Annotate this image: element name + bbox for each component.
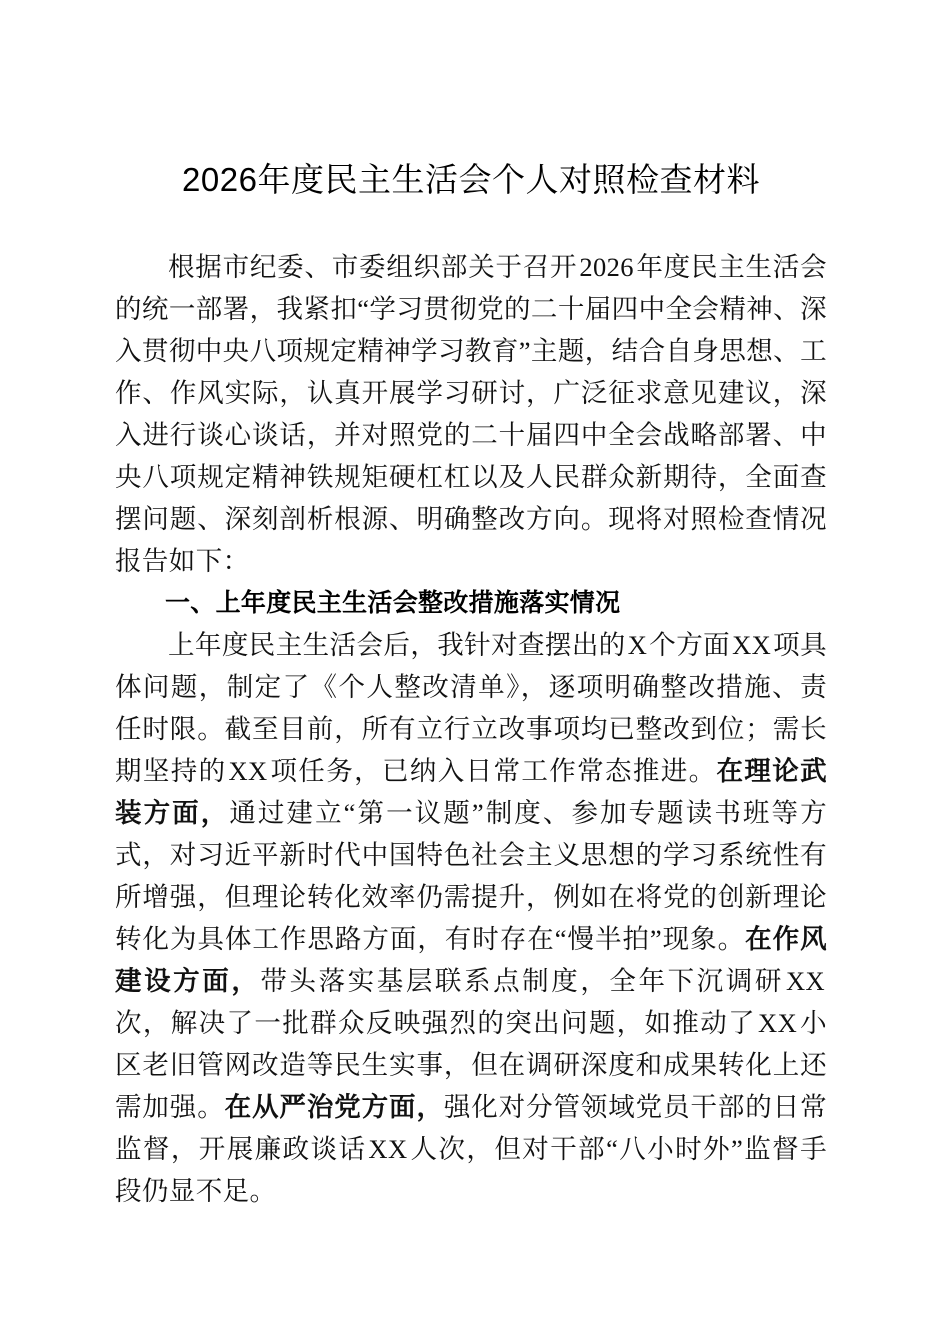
paragraph-section-one-body bbox=[115, 624, 827, 1212]
section-one-count-xx2: XX bbox=[228, 756, 268, 786]
intro-text-part1: 根据市纪委、市委组织部关于召开 bbox=[168, 252, 578, 282]
document-content bbox=[115, 0, 827, 1212]
paragraph-intro bbox=[115, 246, 827, 582]
section-one-seg10: 人次，但对干部“八小时外”监督手段仍显不足。 bbox=[115, 1134, 827, 1206]
section-one-seg4: 项任务，已纳入日常工作常态推进。 bbox=[269, 756, 717, 786]
emphasis-theory-armament: 在理论武装方面， bbox=[115, 756, 827, 828]
emphasis-strict-party-governance: 在从严治党方面， bbox=[224, 1092, 444, 1122]
section-one-seg5: 通过建立“第一议题”制度、参加专题读书班等方式，对习近平新时代中国特色社会主义思想的学习系统性有所增强，但理论转化效率仍需提升，例如在将党的创新理论转化为具体工作思路方面，有时存在“慢半拍”现象。 bbox=[115, 798, 827, 954]
section-one-count-xx3: XX bbox=[785, 966, 826, 996]
section-one-count-x1: X bbox=[627, 630, 648, 660]
section-one-seg3: 项具体问题，制定了《个人整改清单》，逐项明确整改措施、责任时限。截至目前，所有立行立改事项均已整改到位；需长期坚持的 bbox=[115, 630, 827, 786]
section-one-count-xx5: XX bbox=[368, 1134, 408, 1164]
emphasis-work-style: 在作风建设方面， bbox=[115, 924, 828, 996]
intro-year: 2026 bbox=[579, 252, 634, 282]
intro-text-part2: 年度民主生活会的统一部署，我紧扣“学习贯彻党的二十届四中全会精神、深入贯彻中央八项规定精神学习教育”主题，结合自身思想、工作、作风实际，认真开展学习研讨，广泛征求意见建议，深入进行谈心谈话，并对照党的二十届四中全会战略部署、中央八项规定精神铁规矩硬杠杠以及人民群众新期待，全面查摆问题、深刻剖析根源、明确整改方向。现将对照检查情况报告如下： bbox=[115, 252, 827, 576]
section-one-count-xx1: XX bbox=[732, 630, 772, 660]
section-one-count-xx4: XX bbox=[758, 1008, 798, 1038]
section-one-seg8: 小区老旧管网改造等民生实事，但在调研深度和成果转化上还需加强。 bbox=[115, 1008, 827, 1122]
section-one-seg7: 次，解决了一批群众反映强烈的突出问题，如推动了 bbox=[115, 1008, 757, 1038]
section-one-seg2: 个方面 bbox=[649, 630, 731, 660]
section-one-seg6: 带头落实基层联系点制度，全年下沉调研 bbox=[260, 966, 784, 996]
section-one-seg9: 强化对分管领域党员干部的日常监督，开展廉政谈话 bbox=[115, 1092, 827, 1164]
section-heading-one: 一、上年度民主生活会整改措施落实情况 bbox=[165, 589, 621, 617]
page-title: 2026年度民主生活会个人对照检查材料 bbox=[182, 161, 760, 198]
section-one-seg1: 上年度民主生活会后，我针对查摆出的 bbox=[168, 630, 626, 660]
